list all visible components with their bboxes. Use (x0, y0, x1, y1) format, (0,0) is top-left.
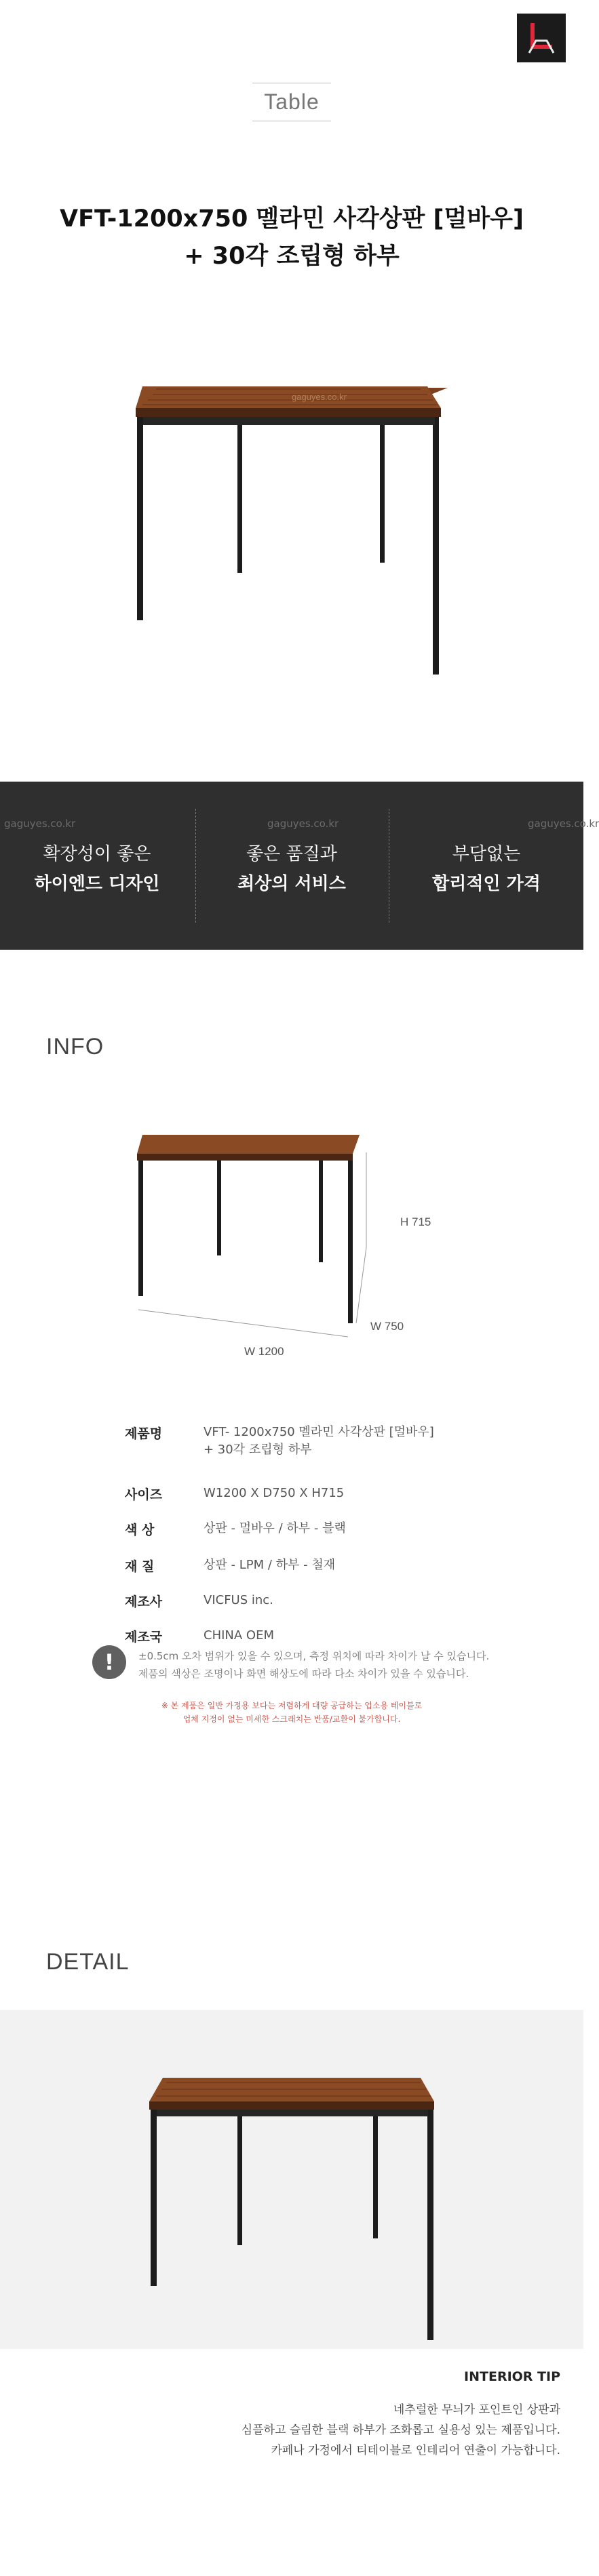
chair-logo-icon (517, 14, 566, 62)
interior-tip-title: INTERIOR TIP (464, 2369, 560, 2384)
warning-line2: 업체 지정이 없는 미세한 스크래치는 반품/교환이 불가합니다. (182, 1714, 401, 1724)
feature-price-line2: 합리적인 가격 (432, 874, 541, 894)
dimension-width: W 1200 (244, 1345, 284, 1358)
product-image (102, 380, 482, 691)
spec-value-maker: VICFUS inc. (204, 1593, 273, 1607)
spec-value-name (204, 1424, 434, 1459)
feature-price-line1: 부담없는 (452, 844, 521, 864)
spec-label-color: 색 상 (125, 1523, 155, 1537)
detail-image (136, 2074, 448, 2346)
band-watermark-center: gaguyes.co.kr (267, 818, 339, 830)
spec-value-name-line2: + 30각 조립형 하부 (204, 1443, 312, 1457)
feature-design-line1: 확장성이 좋은 (43, 844, 151, 864)
dimension-diagram (122, 1125, 461, 1369)
warning-line1: ※ 본 제품은 일반 가정용 보다는 저렴하게 대량 공급하는 업소용 테이블로 (161, 1701, 423, 1710)
feature-design-line2: 하이엔드 디자인 (34, 874, 160, 894)
feature-quality-line1: 좋은 품질과 (246, 844, 337, 864)
interior-tip-line1: 네추럴한 무늬가 포인트인 상판과 (393, 2403, 560, 2417)
category-label: Table (264, 89, 320, 114)
notice-icon: ! (92, 1645, 126, 1679)
dimension-depth: W 750 (370, 1320, 404, 1333)
spec-label-size: 사이즈 (125, 1487, 163, 1502)
feature-price (389, 839, 583, 899)
spec-value-origin: CHINA OEM (204, 1628, 274, 1643)
spec-value-name-line1: VFT- 1200x750 멜라민 사각상판 [멀바우] (204, 1425, 434, 1439)
band-watermark-left: gaguyes.co.kr (4, 818, 76, 830)
spec-label-material: 재 질 (125, 1559, 155, 1574)
product-title-line1: VFT-1200x750 멜라민 사각상판 [멀바우] (60, 205, 524, 233)
spec-value-size: W1200 X D750 X H715 (204, 1486, 345, 1500)
spec-label-maker: 제조사 (125, 1594, 163, 1609)
spec-value-color: 상판 - 멀바우 / 하부 - 블랙 (204, 1521, 346, 1535)
feature-design (0, 839, 194, 899)
spec-value-material: 상판 - LPM / 하부 - 철재 (204, 1558, 336, 1572)
feature-quality (195, 839, 389, 899)
product-title-line2: + 30각 조립형 하부 (184, 243, 400, 270)
notice-line2: 제품의 색상은 조명이나 화면 해상도에 따라 다소 차이가 있을 수 있습니다. (138, 1668, 469, 1680)
info-title: INFO (46, 1034, 104, 1060)
spec-label-origin: 제조국 (125, 1630, 163, 1645)
notice-line1: ±0.5cm 오차 범위가 있을 수 있으며, 측정 위치에 따라 차이가 날 수 있습니다. (138, 1650, 490, 1662)
dimension-height: H 715 (400, 1215, 431, 1228)
band-watermark-right: gaguyes.co.kr (528, 818, 599, 830)
brand-logo[interactable] (517, 14, 566, 62)
feature-band (0, 782, 599, 950)
spec-label-name: 제품명 (125, 1426, 163, 1441)
product-image-watermark: gaguyes.co.kr (292, 392, 347, 402)
detail-title: DETAIL (46, 1949, 130, 1975)
feature-quality-line2: 최상의 서비스 (237, 874, 346, 894)
interior-tip-line2: 심플하고 슬림한 블랙 하부가 조화롭고 실용성 있는 제품입니다. (241, 2423, 560, 2437)
interior-tip-line3: 카페나 가정에서 티테이블로 인테리어 연출이 가능합니다. (271, 2444, 560, 2457)
